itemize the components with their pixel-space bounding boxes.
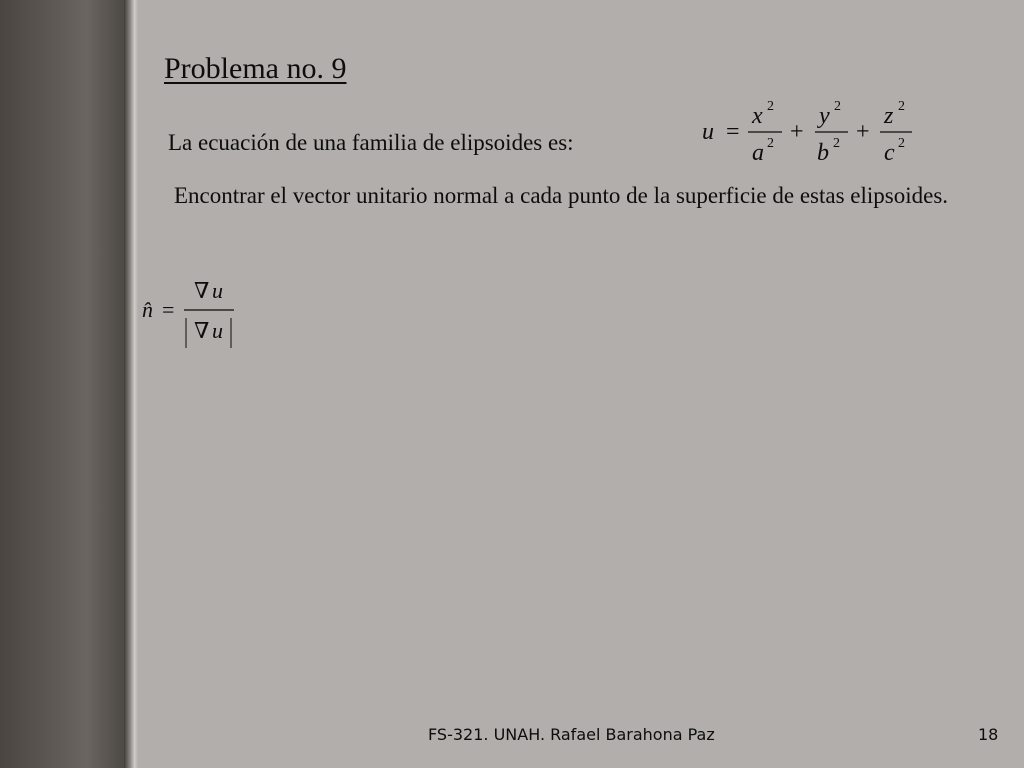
term3-denominator: c xyxy=(884,140,895,166)
term2-den-exponent: 2 xyxy=(833,136,840,151)
nabla-symbol-numerator: ∇ xyxy=(194,278,210,303)
term3-num-exponent: 2 xyxy=(898,99,905,114)
term3-numerator: z xyxy=(884,103,894,129)
page-number: 18 xyxy=(978,725,999,744)
unit-normal-equation xyxy=(138,270,248,355)
task-text: Encontrar el vector unitario normal a cada punto de la superficie de estas elipsoides. xyxy=(174,183,949,208)
term1-num-exponent: 2 xyxy=(767,99,774,114)
eq-plus-1: + xyxy=(790,119,804,145)
eq-lhs: u xyxy=(702,119,714,145)
eq-plus-2: + xyxy=(856,119,870,145)
footer-text: FS-321. UNAH. Rafael Barahona Paz xyxy=(428,725,715,744)
term1-denominator: a xyxy=(752,140,764,166)
sidebar-band-edge xyxy=(124,0,138,768)
ellipsoid-equation xyxy=(690,90,930,170)
denominator-var: u xyxy=(212,318,223,343)
term2-num-exponent: 2 xyxy=(834,99,841,114)
intro-text: La ecuación de una familia de elipsoides es: xyxy=(168,130,574,155)
term2-denominator: b xyxy=(817,140,829,166)
slide-title: Problema no. 9 xyxy=(164,52,347,85)
term1-den-exponent: 2 xyxy=(767,136,774,151)
numerator-var: u xyxy=(212,278,223,303)
eq-equals: = xyxy=(726,119,740,145)
normal-equals: = xyxy=(162,297,175,322)
term2-numerator: y xyxy=(819,103,830,129)
nabla-symbol-denominator: ∇ xyxy=(194,318,210,343)
term1-numerator: x xyxy=(752,103,763,129)
normal-lhs: n̂ xyxy=(142,297,153,322)
term3-den-exponent: 2 xyxy=(898,136,905,151)
sidebar-band xyxy=(0,0,124,768)
